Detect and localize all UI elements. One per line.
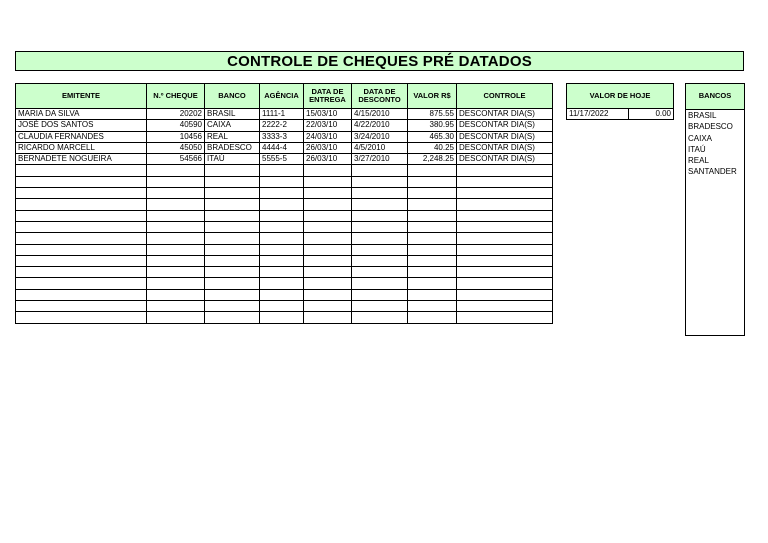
cell-data-entrega[interactable]: 22/03/10 xyxy=(304,120,352,131)
cell-empty[interactable] xyxy=(260,221,304,232)
cell-empty[interactable] xyxy=(16,210,147,221)
cell-empty[interactable] xyxy=(457,244,553,255)
col-header-valor: VALOR R$ xyxy=(408,84,457,109)
table-row-empty xyxy=(16,278,553,289)
cell-empty[interactable] xyxy=(457,199,553,210)
cell-agencia[interactable]: 3333-3 xyxy=(260,131,304,142)
cell-empty[interactable] xyxy=(205,278,260,289)
cell-data-entrega[interactable]: 26/03/10 xyxy=(304,142,352,153)
cell-empty[interactable] xyxy=(408,278,457,289)
cell-empty[interactable] xyxy=(304,244,352,255)
table-row-empty xyxy=(16,289,553,300)
col-header-banco: BANCO xyxy=(205,84,260,109)
cell-empty[interactable] xyxy=(352,289,408,300)
cell-empty[interactable] xyxy=(260,176,304,187)
cell-empty[interactable] xyxy=(147,210,205,221)
cell-empty[interactable] xyxy=(352,188,408,199)
cell-controle[interactable]: DESCONTAR DIA(S) xyxy=(457,131,553,142)
cell-empty[interactable] xyxy=(147,233,205,244)
cell-empty[interactable] xyxy=(260,199,304,210)
cell-empty[interactable] xyxy=(304,165,352,176)
cell-empty[interactable] xyxy=(147,188,205,199)
cell-empty[interactable] xyxy=(304,267,352,278)
cell-empty[interactable] xyxy=(457,267,553,278)
bancos-header: BANCOS xyxy=(686,84,744,110)
cell-empty[interactable] xyxy=(260,278,304,289)
cell-empty[interactable] xyxy=(205,210,260,221)
cell-data-entrega[interactable]: 24/03/10 xyxy=(304,131,352,142)
cell-empty[interactable] xyxy=(304,312,352,323)
cell-empty[interactable] xyxy=(457,221,553,232)
cell-empty[interactable] xyxy=(304,255,352,266)
cell-empty[interactable] xyxy=(147,301,205,312)
table-row-empty xyxy=(16,301,553,312)
col-header-controle: CONTROLE xyxy=(457,84,553,109)
cell-empty[interactable] xyxy=(260,188,304,199)
cell-empty[interactable] xyxy=(457,176,553,187)
table-row-empty xyxy=(16,267,553,278)
cell-empty[interactable] xyxy=(408,221,457,232)
cell-controle[interactable]: DESCONTAR DIA(S) xyxy=(457,154,553,165)
cell-empty[interactable] xyxy=(16,244,147,255)
cell-empty[interactable] xyxy=(147,267,205,278)
cell-empty[interactable] xyxy=(16,188,147,199)
cell-empty[interactable] xyxy=(457,312,553,323)
cell-empty[interactable] xyxy=(408,312,457,323)
cell-empty[interactable] xyxy=(408,267,457,278)
cell-cheque[interactable]: 54566 xyxy=(147,154,205,165)
cell-data-entrega[interactable]: 26/03/10 xyxy=(304,154,352,165)
cell-empty[interactable] xyxy=(16,278,147,289)
cell-empty[interactable] xyxy=(16,289,147,300)
cell-empty[interactable] xyxy=(457,278,553,289)
cell-agencia[interactable]: 5555-5 xyxy=(260,154,304,165)
cell-empty[interactable] xyxy=(352,255,408,266)
cell-empty[interactable] xyxy=(205,312,260,323)
cell-empty[interactable] xyxy=(16,199,147,210)
cell-empty[interactable] xyxy=(408,165,457,176)
cell-empty[interactable] xyxy=(352,221,408,232)
cell-empty[interactable] xyxy=(147,199,205,210)
cell-empty[interactable] xyxy=(260,301,304,312)
cell-empty[interactable] xyxy=(260,244,304,255)
cell-data-entrega[interactable]: 15/03/10 xyxy=(304,109,352,120)
cell-valor[interactable]: 875.55 xyxy=(408,109,457,120)
cell-empty[interactable] xyxy=(260,255,304,266)
cell-empty[interactable] xyxy=(205,188,260,199)
cell-empty[interactable] xyxy=(352,233,408,244)
cell-empty[interactable] xyxy=(147,244,205,255)
cell-empty[interactable] xyxy=(457,255,553,266)
table-row-empty xyxy=(16,188,553,199)
valor-hoje-date[interactable]: 11/17/2022 xyxy=(567,109,629,120)
cell-data-desconto[interactable]: 3/24/2010 xyxy=(352,131,408,142)
cell-empty[interactable] xyxy=(457,233,553,244)
cell-emitente[interactable]: RICARDO MARCELL xyxy=(16,142,147,153)
cell-valor[interactable]: 380.95 xyxy=(408,120,457,131)
cell-empty[interactable] xyxy=(304,233,352,244)
table-row-empty xyxy=(16,165,553,176)
table-row-empty xyxy=(16,233,553,244)
cell-data-desconto[interactable]: 4/15/2010 xyxy=(352,109,408,120)
cell-empty[interactable] xyxy=(457,165,553,176)
table-row-empty xyxy=(16,199,553,210)
cell-empty[interactable] xyxy=(304,188,352,199)
table-row xyxy=(16,109,553,120)
bancos-item: REAL xyxy=(688,156,709,166)
table-row xyxy=(16,131,553,142)
bancos-item: ITAÚ xyxy=(688,144,706,154)
cell-empty[interactable] xyxy=(16,255,147,266)
cell-empty[interactable] xyxy=(408,244,457,255)
bancos-item: BRADESCO xyxy=(688,122,733,132)
cell-empty[interactable] xyxy=(16,233,147,244)
cell-empty[interactable] xyxy=(304,199,352,210)
table-row-empty xyxy=(16,221,553,232)
table-row-empty xyxy=(16,176,553,187)
cell-empty[interactable] xyxy=(408,210,457,221)
cell-empty[interactable] xyxy=(260,267,304,278)
cell-empty[interactable] xyxy=(352,244,408,255)
cell-cheque[interactable]: 40590 xyxy=(147,120,205,131)
cell-controle[interactable]: DESCONTAR DIA(S) xyxy=(457,120,553,131)
cell-empty[interactable] xyxy=(457,188,553,199)
cell-empty[interactable] xyxy=(352,312,408,323)
cell-empty[interactable] xyxy=(352,278,408,289)
cell-empty[interactable] xyxy=(205,267,260,278)
cell-agencia[interactable]: 4444-4 xyxy=(260,142,304,153)
cell-empty[interactable] xyxy=(304,176,352,187)
cell-valor[interactable]: 40.25 xyxy=(408,142,457,153)
table-row xyxy=(16,142,553,153)
cell-banco[interactable]: REAL xyxy=(205,131,260,142)
cell-empty[interactable] xyxy=(408,188,457,199)
col-header-data-entrega: DATA DE ENTREGA xyxy=(304,84,352,109)
cell-cheque[interactable]: 45050 xyxy=(147,142,205,153)
page-title: CONTROLE DE CHEQUES PRÉ DATADOS xyxy=(15,51,744,71)
cell-empty[interactable] xyxy=(408,233,457,244)
cell-empty[interactable] xyxy=(304,221,352,232)
cell-banco[interactable]: CAIXA xyxy=(205,120,260,131)
cell-controle[interactable]: DESCONTAR DIA(S) xyxy=(457,142,553,153)
cell-emitente[interactable]: MARIA DA SILVA xyxy=(16,109,147,120)
cell-banco[interactable]: BRADESCO xyxy=(205,142,260,153)
cell-empty[interactable] xyxy=(16,301,147,312)
cell-empty[interactable] xyxy=(16,176,147,187)
table-row-empty xyxy=(16,210,553,221)
table-row-empty xyxy=(16,244,553,255)
cell-empty[interactable] xyxy=(260,233,304,244)
bancos-item: CAIXA xyxy=(688,133,713,143)
cell-empty[interactable] xyxy=(457,301,553,312)
bancos-item: SANTANDER xyxy=(688,167,737,177)
cell-empty[interactable] xyxy=(147,176,205,187)
cell-empty[interactable] xyxy=(304,210,352,221)
cell-data-desconto[interactable]: 4/5/2010 xyxy=(352,142,408,153)
cell-empty[interactable] xyxy=(408,176,457,187)
col-header-emitente: EMITENTE xyxy=(16,84,147,109)
table-row xyxy=(16,120,553,131)
cell-data-desconto[interactable]: 4/22/2010 xyxy=(352,120,408,131)
cell-cheque[interactable]: 10456 xyxy=(147,131,205,142)
cell-empty[interactable] xyxy=(352,267,408,278)
cell-empty[interactable] xyxy=(147,165,205,176)
cheques-table xyxy=(15,83,553,324)
cell-controle[interactable]: DESCONTAR DIA(S) xyxy=(457,109,553,120)
cell-empty[interactable] xyxy=(304,289,352,300)
cell-empty[interactable] xyxy=(147,312,205,323)
table-row-empty xyxy=(16,255,553,266)
cell-empty[interactable] xyxy=(408,255,457,266)
cell-empty[interactable] xyxy=(304,301,352,312)
cell-empty[interactable] xyxy=(147,255,205,266)
cell-valor[interactable]: 465.30 xyxy=(408,131,457,142)
cell-empty[interactable] xyxy=(205,289,260,300)
cell-empty[interactable] xyxy=(147,221,205,232)
cell-empty[interactable] xyxy=(352,176,408,187)
cell-empty[interactable] xyxy=(408,199,457,210)
cell-empty[interactable] xyxy=(205,244,260,255)
cell-empty[interactable] xyxy=(260,312,304,323)
cell-empty[interactable] xyxy=(408,289,457,300)
cell-empty[interactable] xyxy=(408,301,457,312)
cell-empty[interactable] xyxy=(352,199,408,210)
cell-empty[interactable] xyxy=(16,312,147,323)
bancos-item: BRASIL xyxy=(688,111,717,120)
table-row-empty xyxy=(16,312,553,323)
bancos-list xyxy=(685,83,745,336)
cell-emitente[interactable]: BERNADETE NOGUEIRA xyxy=(16,154,147,165)
cell-empty[interactable] xyxy=(352,165,408,176)
cell-empty[interactable] xyxy=(260,165,304,176)
cell-emitente[interactable]: JOSÉ DOS SANTOS xyxy=(16,120,147,131)
cell-empty[interactable] xyxy=(260,289,304,300)
cell-banco[interactable]: BRASIL xyxy=(205,109,260,120)
col-header-agencia: AGÊNCIA xyxy=(260,84,304,109)
col-header-data-desconto: DATA DE DESCONTO xyxy=(352,84,408,109)
valor-hoje-header: VALOR DE HOJE xyxy=(567,84,674,109)
cell-empty[interactable] xyxy=(205,233,260,244)
cell-empty[interactable] xyxy=(205,221,260,232)
cell-empty[interactable] xyxy=(352,210,408,221)
col-header-cheque: N.º CHEQUE xyxy=(147,84,205,109)
cell-empty[interactable] xyxy=(304,278,352,289)
cell-emitente[interactable]: CLAUDIA FERNANDES xyxy=(16,131,147,142)
cell-empty[interactable] xyxy=(457,210,553,221)
cell-empty[interactable] xyxy=(147,289,205,300)
table-header-row xyxy=(16,84,553,109)
cell-empty[interactable] xyxy=(260,210,304,221)
cell-banco[interactable]: ITAÚ xyxy=(205,154,260,165)
cell-empty[interactable] xyxy=(147,278,205,289)
valor-hoje-table xyxy=(566,83,674,120)
cell-empty[interactable] xyxy=(205,301,260,312)
cell-empty[interactable] xyxy=(352,301,408,312)
cell-empty[interactable] xyxy=(16,165,147,176)
cell-empty[interactable] xyxy=(16,267,147,278)
valor-hoje-value[interactable]: 0.00 xyxy=(629,109,674,120)
table-row xyxy=(16,154,553,165)
cell-empty[interactable] xyxy=(205,199,260,210)
cell-agencia[interactable]: 1111-1 xyxy=(260,109,304,120)
cell-empty[interactable] xyxy=(205,165,260,176)
cell-empty[interactable] xyxy=(205,255,260,266)
cell-data-desconto[interactable]: 3/27/2010 xyxy=(352,154,408,165)
cell-agencia[interactable]: 2222-2 xyxy=(260,120,304,131)
cell-valor[interactable]: 2,248.25 xyxy=(408,154,457,165)
cell-empty[interactable] xyxy=(205,176,260,187)
cell-empty[interactable] xyxy=(457,289,553,300)
cell-empty[interactable] xyxy=(16,221,147,232)
cell-cheque[interactable]: 20202 xyxy=(147,109,205,120)
